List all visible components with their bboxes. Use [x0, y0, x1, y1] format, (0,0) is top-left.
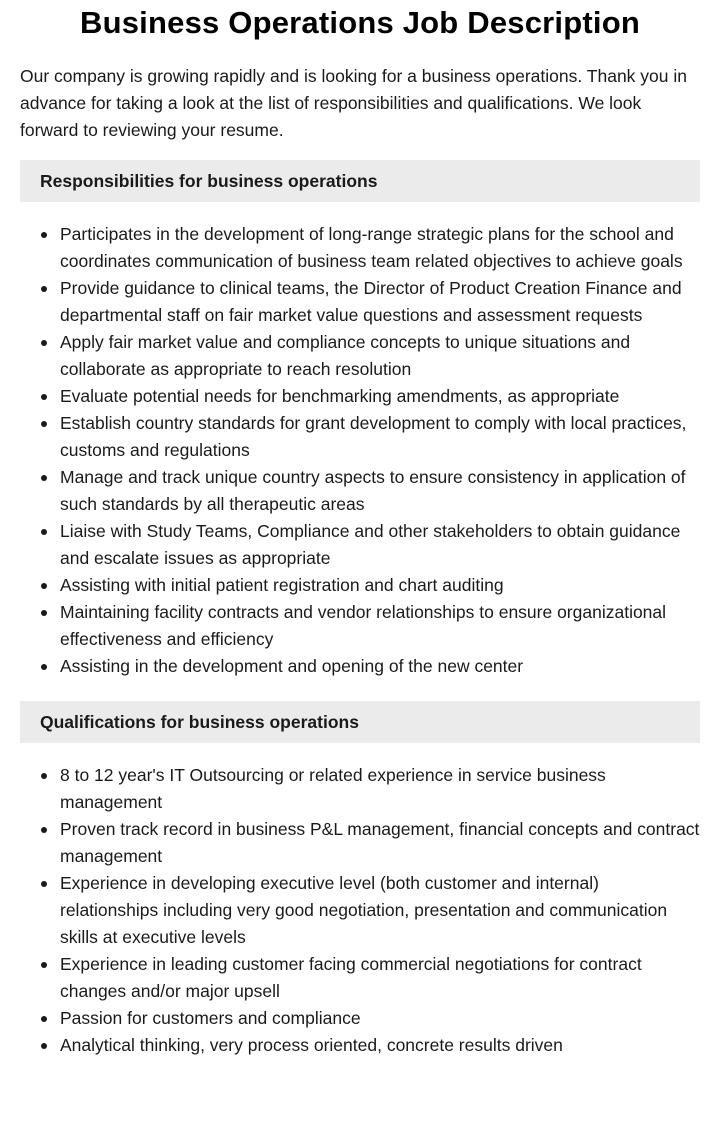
responsibilities-list	[20, 221, 700, 680]
qualifications-heading: Qualifications for business operations	[20, 701, 700, 743]
list-item-text: Experience in leading customer facing commercial negotiations for contract changes and/or major upsell	[60, 954, 642, 1001]
list-item-text: Experience in developing executive level (both customer and internal) relationships including very good negotiation, presentation and communication skills at executive levels	[60, 873, 668, 947]
bullet-icon	[41, 1043, 47, 1049]
list-item	[40, 275, 700, 329]
bullet-icon	[41, 610, 47, 616]
list-item-text: Provide guidance to clinical teams, the Director of Product Creation Finance and departmental staff on fair market value questions and assessment requests	[60, 278, 682, 325]
bullet-icon	[41, 286, 47, 292]
list-item-text: Maintaining facility contracts and vendor relationships to ensure organizational effectiveness and efficiency	[60, 602, 667, 649]
page-title: Business Operations Job Description	[80, 5, 640, 40]
bullet-icon	[41, 529, 47, 535]
list-item-text: Establish country standards for grant development to comply with local practices, customs and regulations	[60, 413, 687, 460]
qualifications-list	[20, 762, 700, 1059]
bullet-icon	[41, 475, 47, 481]
list-item	[40, 1032, 700, 1059]
list-item-text: Analytical thinking, very process oriented, concrete results driven	[60, 1035, 563, 1055]
list-item-text: Assisting with initial patient registration and chart auditing	[60, 575, 504, 595]
bullet-icon	[41, 881, 47, 887]
responsibilities-heading: Responsibilities for business operations	[20, 160, 700, 202]
list-item	[40, 951, 700, 1005]
list-item-text: 8 to 12 year's IT Outsourcing or related experience in service business management	[60, 765, 606, 812]
list-item-text: Evaluate potential needs for benchmarking amendments, as appropriate	[60, 386, 620, 406]
list-item	[40, 572, 700, 599]
bullet-icon	[41, 583, 47, 589]
list-item-text: Apply fair market value and compliance concepts to unique situations and collaborate as appropriate to reach resolution	[60, 332, 631, 379]
bullet-icon	[41, 962, 47, 968]
list-item	[40, 762, 700, 816]
list-item-text: Liaise with Study Teams, Compliance and other stakeholders to obtain guidance and escalate issues as appropriate	[60, 521, 681, 568]
list-item-text: Manage and track unique country aspects to ensure consistency in application of such standards by all therapeutic areas	[60, 467, 686, 514]
bullet-icon	[41, 232, 47, 238]
list-item	[40, 464, 700, 518]
list-item-text: Passion for customers and compliance	[60, 1008, 361, 1028]
bullet-icon	[41, 1016, 47, 1022]
bullet-icon	[41, 394, 47, 400]
list-item	[40, 1005, 700, 1032]
bullet-icon	[41, 664, 47, 670]
bullet-icon	[41, 827, 47, 833]
list-item-text: Assisting in the development and opening of the new center	[60, 656, 524, 676]
bullet-icon	[41, 340, 47, 346]
list-item	[40, 383, 700, 410]
list-item-text: Proven track record in business P&L management, financial concepts and contract management	[60, 819, 700, 866]
list-item	[40, 410, 700, 464]
list-item	[40, 221, 700, 275]
list-item	[40, 599, 700, 653]
list-item	[40, 329, 700, 383]
list-item	[40, 518, 700, 572]
bullet-icon	[41, 773, 47, 779]
intro-paragraph: Our company is growing rapidly and is looking for a business operations. Thank you in advance for taking a look at the list of responsibilities and qualifications. We look forward to reviewing your resume.	[20, 66, 687, 140]
bullet-icon	[41, 421, 47, 427]
list-item	[40, 870, 700, 951]
list-item	[40, 816, 700, 870]
list-item	[40, 653, 700, 680]
list-item-text: Participates in the development of long-range strategic plans for the school and coordinates communication of business team related objectives to achieve goals	[60, 224, 683, 271]
